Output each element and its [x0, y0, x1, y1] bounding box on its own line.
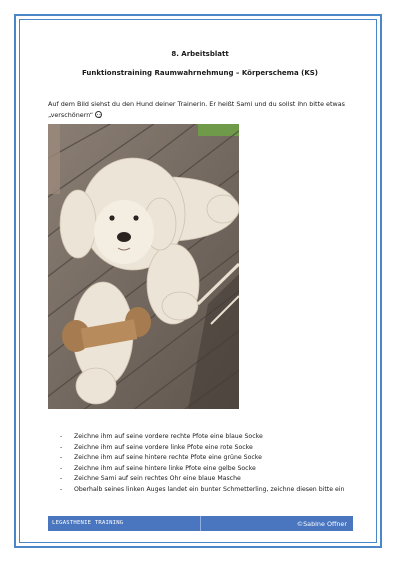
- list-item: - Zeichne ihm auf seine hintere rechte Pfote eine grüne Socke: [60, 453, 360, 464]
- footer-label: LEGASTHENIE TRAINING: [52, 520, 124, 526]
- worksheet-subheading: Funktionstraining Raumwahrnehmung – Körperschema (KS): [81, 69, 318, 77]
- list-item: - Zeichne ihm auf seine hintere linke Pfote eine gelbe Socke: [60, 464, 360, 475]
- footer-bar: [48, 516, 353, 531]
- worksheet-heading: 8. Arbeitsblatt: [171, 50, 229, 58]
- footer-copyright: ©Sabine Offner: [296, 519, 347, 528]
- intro-paragraph: [48, 99, 348, 121]
- list-item: - Oberhalb seines linken Auges landet ein bunter Schmetterling, zeichne diesen bitte ein: [60, 485, 360, 496]
- task-list: [60, 432, 360, 496]
- footer-divider: [200, 516, 201, 531]
- list-item: - Zeichne ihm auf seine vordere linke Pfote eine rote Socke: [60, 443, 360, 454]
- dog-photo: [48, 124, 239, 409]
- intro-text: Auf dem Bild siehst du den Hund deiner Trainerin. Er heißt Sami und du sollst ihn bitte etwas „verschönern“: [48, 100, 345, 119]
- smiley-icon: [95, 111, 102, 118]
- list-item: - Zeichne Sami auf sein rechtes Ohr eine blaue Masche: [60, 474, 360, 485]
- list-item: - Zeichne ihm auf seine vordere rechte Pfote eine blaue Socke: [60, 432, 360, 443]
